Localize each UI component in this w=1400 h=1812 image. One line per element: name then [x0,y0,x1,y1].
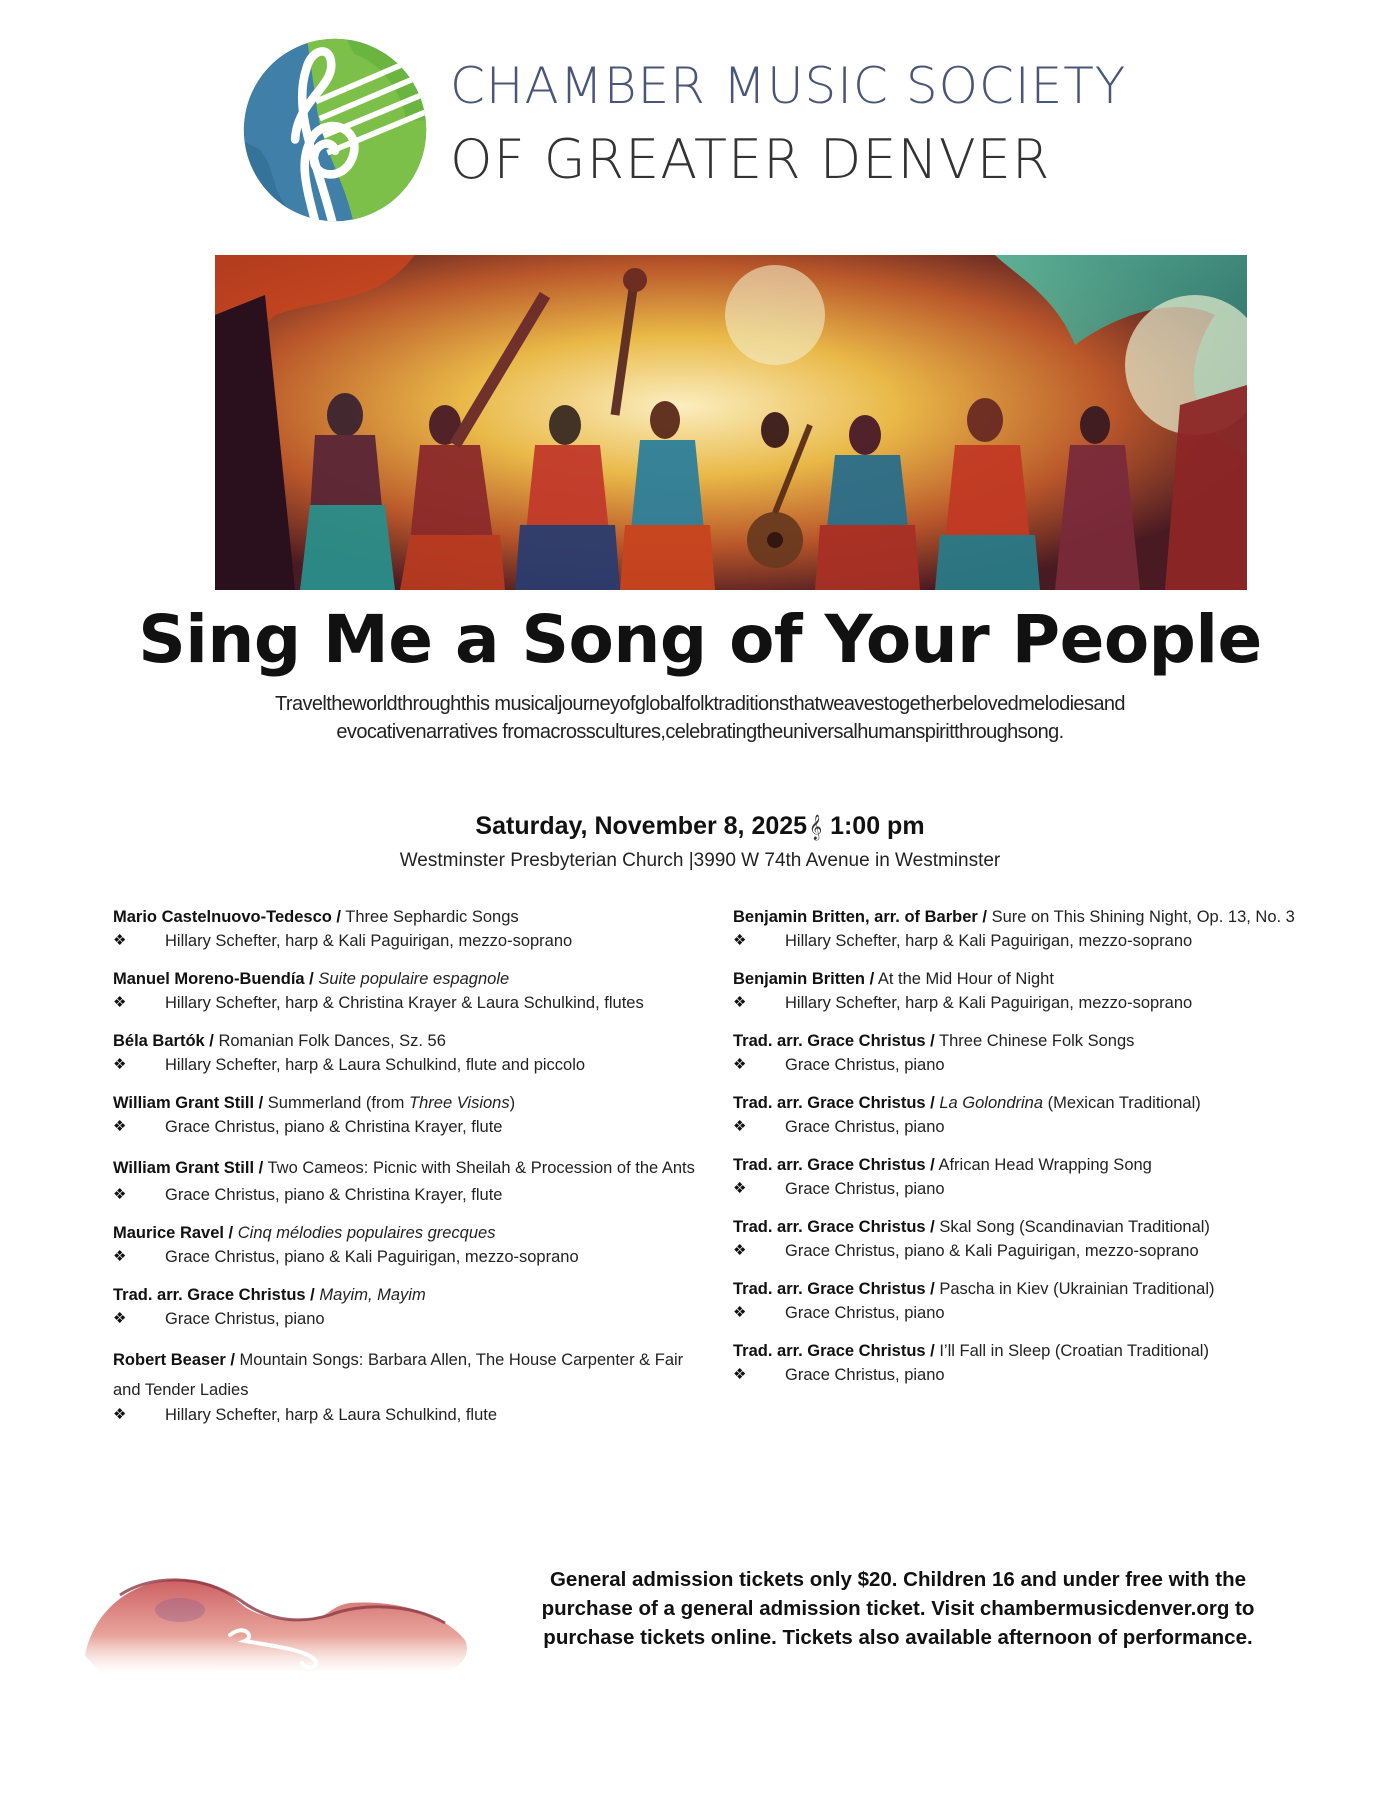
performers: Hillary Schefter, harp & Christina Krayer & Laura Schulkind, flutes [165,994,644,1012]
treble-clef-globe-icon [240,35,430,225]
program-item [733,1153,1313,1201]
diamond-bullet-icon: ❖ [733,1304,747,1321]
diamond-bullet-icon: ❖ [113,1186,127,1203]
performers: Grace Christus, piano [785,1304,945,1322]
program-item [113,1345,713,1425]
performers: Grace Christus, piano & Kali Paguirigan, mezzo-soprano [785,1242,1199,1260]
program-item [733,967,1313,1015]
composer: Robert Beaser / [113,1351,235,1369]
work-title: At the Mid Hour of Night [874,970,1054,988]
composer: Benjamin Britten / [733,970,875,988]
event-venue: Westminster Presbyterian Church |3990 W 74th Avenue in Westminster [399,850,1001,871]
diamond-bullet-icon: ❖ [733,1118,747,1135]
performers: Grace Christus, piano [785,1180,945,1198]
logo-line-1: CHAMBER MUSIC SOCIETY [450,57,1127,115]
program-item: Trad. arr. Grace Christus / La Golondrina (Mexican Traditional) ❖ Grace Christus, piano [733,1091,1313,1139]
diamond-bullet-icon: ❖ [113,1406,127,1423]
event-date: Saturday, November 8, 2025 [475,812,808,840]
work-title: Pascha in Kiev (Ukrainian Traditional) [934,1280,1215,1298]
performers: Grace Christus, piano [785,1056,945,1074]
work-title: Sure on This Shining Night, Op. 13, No. 3 [986,908,1295,926]
work-title: Summerland (from [263,1094,410,1112]
composer: William Grant Still / [113,1159,264,1177]
diamond-bullet-icon: ❖ [733,1366,747,1383]
ticket-line-3: purchase tickets online. Tickets also available afternoon of performance. [543,1626,1253,1649]
program-item: Manuel Moreno-Buendía / Suite populaire espagnole ❖ Hillary Schefter, harp & Christina Krayer & Laura Schulkind, flutes [113,967,713,1015]
composer: Béla Bartók / [113,1032,214,1050]
composer: Trad. arr. Grace Christus / [113,1286,315,1304]
work-title: Two Cameos: Picnic with Sheilah & Procession of the Ants [263,1159,695,1177]
tagline-line-2: evocativenarratives fromacrosscultures,celebratingtheuniversalhumanspiritthroughsong. [336,721,1064,743]
performers: Grace Christus, piano [165,1310,325,1328]
program-item: Trad. arr. Grace Christus / Mayim, Mayim ❖ Grace Christus, piano [113,1283,713,1331]
diamond-bullet-icon: ❖ [113,1118,127,1135]
composer: Trad. arr. Grace Christus / [733,1094,935,1112]
program-item: William Grant Still / Summerland (from Three Visions) ❖ Grace Christus, piano & Christina Krayer, flute [113,1091,713,1139]
performers: Hillary Schefter, harp & Laura Schulkind, flute and piccolo [165,1056,586,1074]
composer: Mario Castelnuovo-Tedesco / [113,908,341,926]
diamond-bullet-icon: ❖ [113,1248,127,1265]
composer: Trad. arr. Grace Christus / [733,1218,935,1236]
performers: Hillary Schefter, harp & Kali Paguirigan, mezzo-soprano [165,932,573,950]
composer: Maurice Ravel / [113,1224,234,1242]
performers: Grace Christus, piano & Christina Krayer, flute [165,1186,503,1204]
concert-tagline [150,690,1250,746]
program-item [113,905,713,953]
event-date-time [0,810,1400,843]
diamond-bullet-icon: ❖ [733,1180,747,1197]
program-item: Maurice Ravel / Cinq mélodies populaires grecques ❖ Grace Christus, piano & Kali Paguirigan, mezzo-soprano [113,1221,713,1269]
program-item [113,1029,713,1077]
program-item [113,1153,713,1207]
logo-line-2: OF GREATER DENVER [450,128,1051,191]
violin-body-icon [80,1555,480,1685]
program-item [733,1215,1313,1263]
composer: Manuel Moreno-Buendía / [113,970,314,988]
program-column-left [113,905,713,1439]
work-title: Three Chinese Folk Songs [934,1032,1135,1050]
program-item [733,1277,1313,1325]
diamond-bullet-icon: ❖ [733,1242,747,1259]
ticket-info [498,1565,1298,1652]
composer: Benjamin Britten, arr. of Barber / [733,908,987,926]
concert-title: Sing Me a Song of Your People [138,601,1262,678]
diamond-bullet-icon: ❖ [113,994,127,1011]
event-time: 1:00 pm [830,812,925,840]
program-item [733,1339,1313,1387]
composer: Trad. arr. Grace Christus / [733,1032,935,1050]
ticket-line-1: General admission tickets only $20. Children 16 and under free with the [549,1568,1247,1591]
diamond-bullet-icon: ❖ [113,1056,127,1073]
performers: Grace Christus, piano & Kali Paguirigan, mezzo-soprano [165,1248,579,1266]
work-title: Mountain Songs: Barbara Allen, The House Carpenter & Fair and Tender Ladies [113,1351,684,1399]
performers: Hillary Schefter, harp & Kali Paguirigan, mezzo-soprano [785,994,1193,1012]
performers: Hillary Schefter, harp & Kali Paguirigan, mezzo-soprano [785,932,1193,950]
work-title: Three Sephardic Songs [341,908,519,926]
ticket-line-2: purchase of a general admission ticket. Visit chambermusicdenver.org to [541,1597,1255,1620]
folk-dancers-image [215,255,1247,590]
composer: Trad. arr. Grace Christus / [733,1342,935,1360]
work-title: Romanian Folk Dances, Sz. 56 [213,1032,446,1050]
tagline-line-1: Traveltheworldthroughthis musicaljourneyofglobalfolktraditionsthatweavestogetherbelovedmelodiesand [275,693,1125,715]
work-title: Skal Song (Scandinavian Traditional) [934,1218,1210,1236]
society-logo [240,25,1230,230]
performers: Grace Christus, piano & Christina Krayer, flute [165,1118,503,1136]
performers: Hillary Schefter, harp & Laura Schulkind, flute [165,1406,498,1424]
program-column-right [733,905,1313,1401]
performers: Grace Christus, piano [785,1366,945,1384]
work-title: I’ll Fall in Sleep (Croatian Traditional) [934,1342,1209,1360]
program-item [733,1029,1313,1077]
diamond-bullet-icon: ❖ [113,932,127,949]
work-title: African Head Wrapping Song [934,1156,1152,1174]
performers: Grace Christus, piano [785,1118,945,1136]
hero-dancers-painting [215,255,1247,590]
diamond-bullet-icon: ❖ [113,1310,127,1327]
composer: Trad. arr. Grace Christus / [733,1156,935,1174]
composer: William Grant Still / [113,1094,264,1112]
diamond-bullet-icon: ❖ [733,1056,747,1073]
logo-wordmark [450,55,1126,195]
composer: Trad. arr. Grace Christus / [733,1280,935,1298]
diamond-bullet-icon: ❖ [733,994,747,1011]
diamond-bullet-icon: ❖ [733,932,747,949]
treble-clef-icon: 𝄞 [809,814,823,839]
program-item [733,905,1313,953]
